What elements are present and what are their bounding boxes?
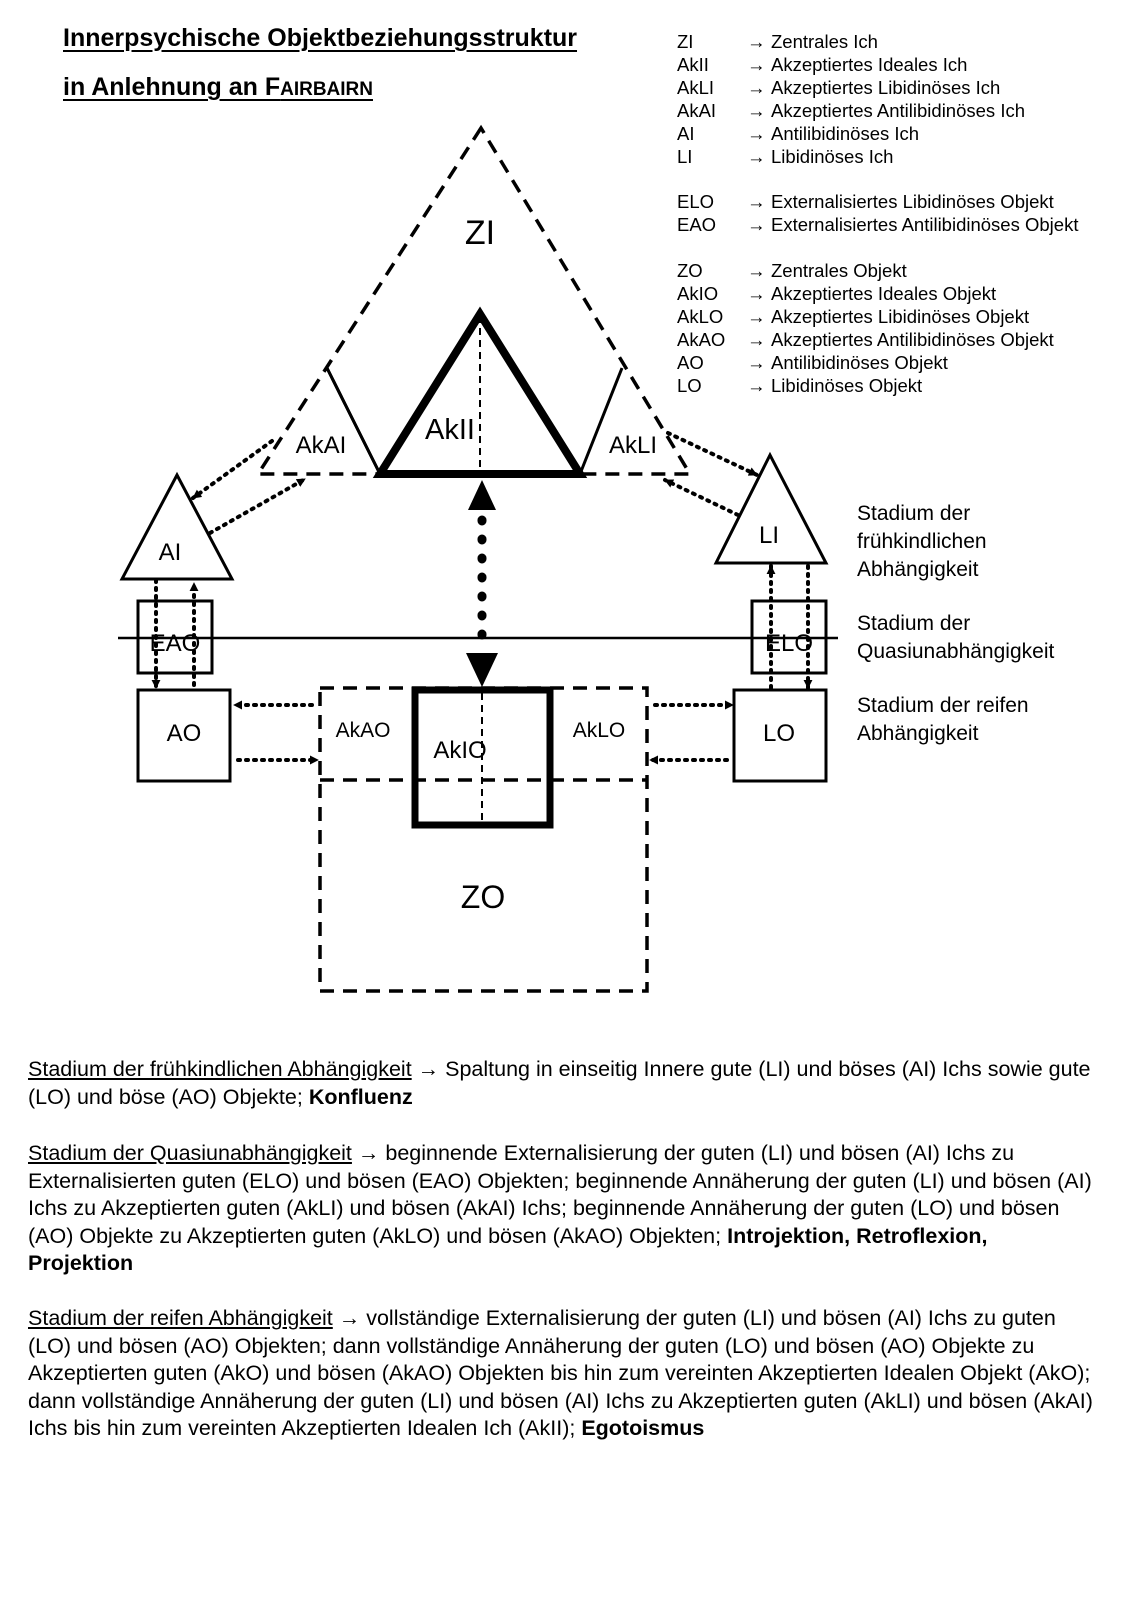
paragraph-body: → Spaltung in einseitig Innere gute (LI) und böses (AI) Ichs sowie gute (LO) und böse (AO) Objekte; xyxy=(28,1057,1091,1109)
legend-abbr: AkAI xyxy=(677,99,717,121)
legend-text: Antilibidinöses Ich xyxy=(771,122,920,144)
arrow-right-icon: → xyxy=(747,191,766,213)
legend-item xyxy=(677,352,1111,375)
arrowhead-center-up xyxy=(468,480,496,510)
arrow-right-icon: → xyxy=(747,374,766,396)
label-ao: AO xyxy=(166,720,202,747)
paragraph-body: → vollständige Externalisierung der guten (LI) und bösen (AI) Ichs zu guten (LO) und bösen (AO) Objekten; dann vollständige Annäherung der guten (LO) und bösen (AO) Objekte zu Akzeptierten guten (AkO) und bösen (AkAO) Objekten bis hin zum vereinten Akzeptierten Idealen Objekt (AkO); dann vollständige Annäherung der guten (LI) und bösen (AI) Ichs zu Akzeptierten guten (AkLI) und bösen (AkAI) Ichs bis hin zum vereinten Akzeptierten Idealen Ich (AkII); xyxy=(28,1306,1093,1440)
paragraph-body: → beginnende Externalisierung der guten (LI) und bösen (AI) Ichs zu Externalisierten guten (ELO) und bösen (EAO) Objekten; beginnende Annäherung der guten (LI) und bösen (AI) Ichs zu Akzeptierten guten (AkLI) und bösen (AkAI) Ichs; beginnende Annäherung der guten (LO) und bösen (AO) Objekte zu Akzeptierten guten (AkLO) und bösen (AkAO) Objekten; xyxy=(28,1141,1092,1248)
arrow-li-to-akli xyxy=(665,480,738,515)
legend-abbr: ZI xyxy=(677,31,694,52)
legend-item xyxy=(677,54,1111,77)
label-akao: AkAO xyxy=(335,719,391,742)
legend-item xyxy=(677,214,1111,237)
legend-abbr: AI xyxy=(677,122,695,144)
legend-abbr: LI xyxy=(677,145,693,167)
stage-label-line: Quasiunabhängigkeit xyxy=(857,640,1055,663)
legend-abbr: EAO xyxy=(677,214,717,236)
arrow-right-icon: → xyxy=(747,305,766,327)
legend-abbr: ELO xyxy=(677,191,715,213)
stage-label-mature xyxy=(857,692,1117,748)
label-akio: AkIO xyxy=(433,737,487,764)
legend-text: Externalisiertes Antilibidinöses Objekt xyxy=(771,214,1079,236)
arrow-right-icon: → xyxy=(747,99,766,121)
legend-text: Akzeptiertes Ideales Objekt xyxy=(771,282,997,304)
legend-item xyxy=(677,31,1111,54)
legend-text: Akzeptiertes Libidinöses Ich xyxy=(771,76,1001,98)
paragraph-quasi-stage xyxy=(28,1140,1098,1278)
label-ai: AI xyxy=(158,539,182,566)
legend-item xyxy=(677,375,1111,398)
legend-text: Akzeptiertes Antilibidinöses Objekt xyxy=(771,328,1054,350)
legend-item xyxy=(677,306,1111,329)
legend-text: Libidinöses Objekt xyxy=(771,374,923,396)
label-zi: ZI xyxy=(464,214,496,252)
legend-text: Zentrales Objekt xyxy=(771,260,907,282)
paragraph-early-stage xyxy=(28,1056,1098,1111)
arrow-right-icon: → xyxy=(747,76,766,98)
legend-abbr: AO xyxy=(677,351,704,373)
stage-label-line: frühkindlichen xyxy=(857,530,987,553)
paragraph-keyword: Introjektion, Retroflexion, Projektion xyxy=(28,1223,988,1275)
arrow-right-icon: → xyxy=(747,53,766,75)
legend-item xyxy=(677,100,1111,123)
legend-text: Externalisiertes Libidinöses Objekt xyxy=(771,191,1054,213)
label-aklo: AkLO xyxy=(572,719,626,742)
legend-item xyxy=(677,260,1111,283)
legend xyxy=(677,31,1111,397)
paragraph-keyword: Egotoismus xyxy=(581,1416,705,1440)
paragraph-keyword: Konfluenz xyxy=(308,1084,413,1109)
arrow-right-icon: → xyxy=(747,145,766,167)
stage-label-line: Stadium der reifen xyxy=(857,694,1029,717)
label-elo: ELO xyxy=(764,630,814,657)
arrowhead-center-down xyxy=(466,653,498,687)
arrow-right-icon: → xyxy=(747,31,766,52)
paragraph-heading: Stadium der frühkindlichen Abhängigkeit xyxy=(28,1057,412,1081)
arrow-right-icon: → xyxy=(747,122,766,144)
arrow-right-icon: → xyxy=(747,214,766,236)
label-eao: EAO xyxy=(149,630,201,657)
legend-item xyxy=(677,123,1111,146)
legend-text: Libidinöses Ich xyxy=(771,145,894,167)
arrow-ai-to-akai xyxy=(210,479,305,533)
label-li: LI xyxy=(758,522,780,549)
label-zo: ZO xyxy=(460,879,506,915)
legend-text: Akzeptiertes Ideales Ich xyxy=(771,53,968,75)
title-author-smallcaps: AIRBAIRN xyxy=(280,79,373,100)
legend-item xyxy=(677,77,1111,100)
legend-abbr: AkII xyxy=(677,53,709,75)
arrow-akai-to-ai xyxy=(193,441,272,498)
arrow-right-icon: → xyxy=(747,260,766,282)
legend-abbr: LO xyxy=(677,374,702,396)
legend-text: Antilibidinöses Objekt xyxy=(771,351,948,373)
legend-text: Akzeptiertes Antilibidinöses Ich xyxy=(771,99,1025,121)
stage-label-line: Stadium der xyxy=(857,502,971,525)
arrow-right-icon: → xyxy=(747,351,766,373)
stage-label-line: Stadium der xyxy=(857,612,971,635)
paragraph-heading: Stadium der Quasiunabhängigkeit xyxy=(28,1141,352,1165)
legend-text: Zentrales Ich xyxy=(771,31,878,52)
label-lo: LO xyxy=(762,720,796,747)
legend-abbr: AkLI xyxy=(677,76,715,98)
arrow-right-icon: → xyxy=(747,328,766,350)
title-line-1: Innerpsychische Objektbeziehungsstruktur xyxy=(63,24,578,52)
legend-abbr: AkAO xyxy=(677,328,726,350)
label-akli: AkLI xyxy=(608,432,658,459)
legend-item xyxy=(677,191,1111,214)
paragraph-mature-stage xyxy=(28,1305,1098,1443)
arrow-akli-to-li xyxy=(668,433,757,475)
legend-abbr: AkIO xyxy=(677,282,719,304)
legend-text: Akzeptiertes Libidinöses Objekt xyxy=(771,305,1030,327)
label-akii: AkII xyxy=(425,414,475,446)
legend-item xyxy=(677,329,1111,352)
title-line-2-prefix: in Anlehnung an F xyxy=(63,73,281,101)
stage-label-line: Abhängigkeit xyxy=(857,558,979,581)
stage-label-quasi xyxy=(857,610,1117,666)
legend-item xyxy=(677,146,1111,169)
legend-item xyxy=(677,283,1111,306)
legend-abbr: AkLO xyxy=(677,305,724,327)
paragraph-heading: Stadium der reifen Abhängigkeit xyxy=(28,1306,333,1330)
stage-label-line: Abhängigkeit xyxy=(857,722,979,745)
stage-label-early xyxy=(857,500,1117,584)
arrow-right-icon: → xyxy=(747,282,766,304)
label-akai: AkAI xyxy=(295,432,347,459)
legend-abbr: ZO xyxy=(677,260,703,282)
